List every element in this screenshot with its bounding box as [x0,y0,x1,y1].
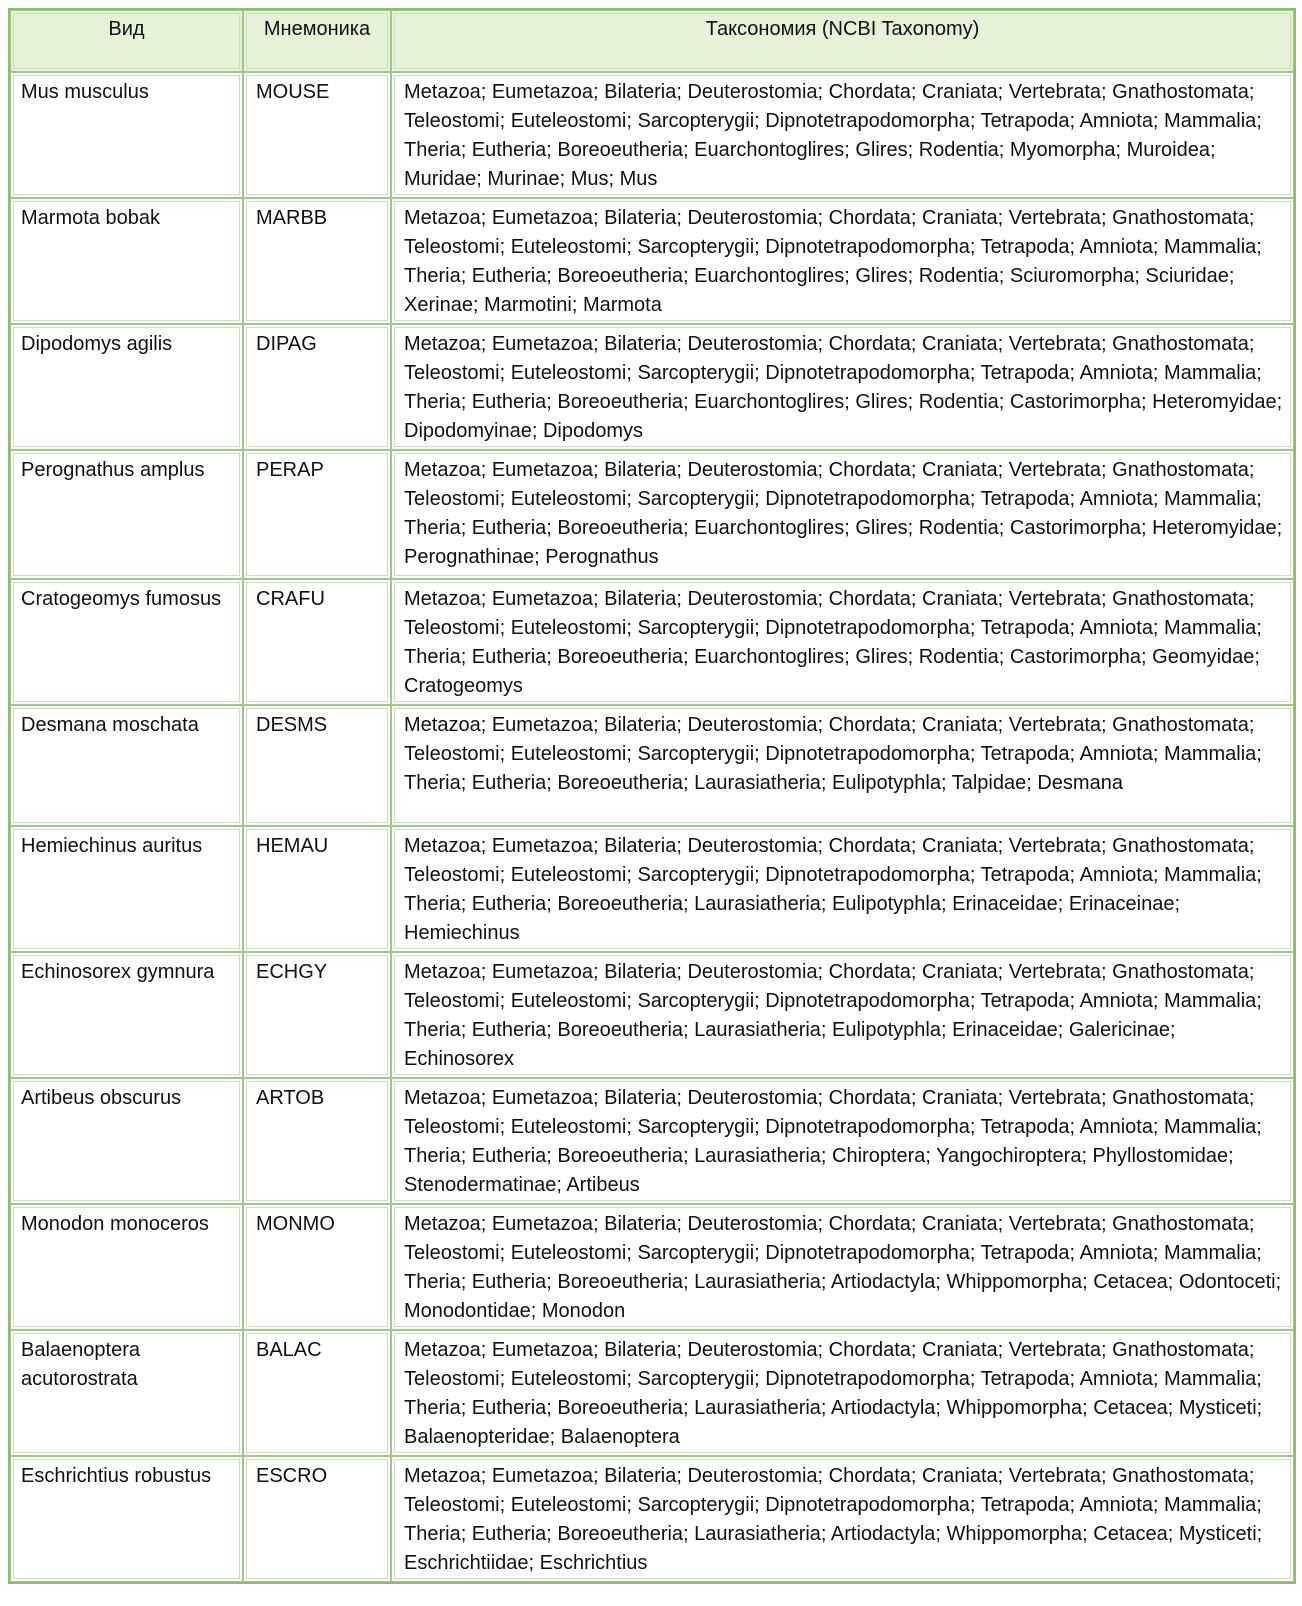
taxonomy-cell: Metazoa; Eumetazoa; Bilateria; Deuterostomia; Chordata; Craniata; Vertebrata; Gnathostomata; Teleostomi; Euteleostomi; Sarcopterygii; Dipnotetrapodomorpha; Tetrapoda; Amniota; Mammalia; Theria; Eutheria; Boreoeutheria; Laurasiatheria; Artiodactyla; Whippomorpha; Cetacea; Mysticeti; Eschrichtiidae; Eschrichtius [391,1456,1294,1582]
mnemonic-cell: MONMO [243,1204,391,1330]
taxonomy-cell: Metazoa; Eumetazoa; Bilateria; Deuterostomia; Chordata; Craniata; Vertebrata; Gnathostomata; Teleostomi; Euteleostomi; Sarcopterygii; Dipnotetrapodomorpha; Tetrapoda; Amniota; Mammalia; Theria; Eutheria; Boreoeutheria; Euarchontoglires; Glires; Rodentia; Myomorpha; Muroidea; Muridae; Murinae; Mus; Mus [391,72,1294,198]
species-cell: Desmana moschata [10,705,243,826]
taxonomy-cell: Metazoa; Eumetazoa; Bilateria; Deuterostomia; Chordata; Craniata; Vertebrata; Gnathostomata; Teleostomi; Euteleostomi; Sarcopterygii; Dipnotetrapodomorpha; Tetrapoda; Amniota; Mammalia; Theria; Eutheria; Boreoeutheria; Laurasiatheria; Chiroptera; Yangochiroptera; Phyllostomidae; Stenodermatinae; Artibeus [391,1078,1294,1204]
mnemonic-cell: ECHGY [243,952,391,1078]
taxonomy-cell: Metazoa; Eumetazoa; Bilateria; Deuterostomia; Chordata; Craniata; Vertebrata; Gnathostomata; Teleostomi; Euteleostomi; Sarcopterygii; Dipnotetrapodomorpha; Tetrapoda; Amniota; Mammalia; Theria; Eutheria; Boreoeutheria; Laurasiatheria; Eulipotyphla; Talpidae; Desmana [391,705,1294,826]
mnemonic-cell: CRAFU [243,579,391,705]
header-species: Вид [10,10,243,72]
table-row [10,1204,1294,1330]
species-cell: Echinosorex gymnura [10,952,243,1078]
species-cell: Hemiechinus auritus [10,826,243,952]
table-row [10,705,1294,826]
table-row [10,450,1294,579]
species-cell: Balaenoptera acutorostrata [10,1330,243,1456]
table-row [10,72,1294,198]
table-row [10,1330,1294,1456]
table-row [10,324,1294,450]
table-row [10,1456,1294,1582]
taxonomy-table-container [8,8,1296,1584]
table-row [10,952,1294,1078]
mnemonic-cell: HEMAU [243,826,391,952]
taxonomy-table [8,8,1296,1584]
species-cell: Cratogeomys fumosus [10,579,243,705]
header-mnemonic: Мнемоника [243,10,391,72]
mnemonic-cell: DESMS [243,705,391,826]
mnemonic-cell: MOUSE [243,72,391,198]
table-row [10,198,1294,324]
species-cell: Mus musculus [10,72,243,198]
species-cell: Eschrichtius robustus [10,1456,243,1582]
taxonomy-cell: Metazoa; Eumetazoa; Bilateria; Deuterostomia; Chordata; Craniata; Vertebrata; Gnathostomata; Teleostomi; Euteleostomi; Sarcopterygii; Dipnotetrapodomorpha; Tetrapoda; Amniota; Mammalia; Theria; Eutheria; Boreoeutheria; Laurasiatheria; Eulipotyphla; Erinaceidae; Galericinae; Echinosorex [391,952,1294,1078]
table-row [10,579,1294,705]
mnemonic-cell: DIPAG [243,324,391,450]
species-cell: Dipodomys agilis [10,324,243,450]
table-row [10,826,1294,952]
species-cell: Monodon monoceros [10,1204,243,1330]
table-row [10,1078,1294,1204]
header-row [10,10,1294,72]
species-cell: Artibeus obscurus [10,1078,243,1204]
mnemonic-cell: ESCRO [243,1456,391,1582]
taxonomy-cell: Metazoa; Eumetazoa; Bilateria; Deuterostomia; Chordata; Craniata; Vertebrata; Gnathostomata; Teleostomi; Euteleostomi; Sarcopterygii; Dipnotetrapodomorpha; Tetrapoda; Amniota; Mammalia; Theria; Eutheria; Boreoeutheria; Laurasiatheria; Eulipotyphla; Erinaceidae; Erinaceinae; Hemiechinus [391,826,1294,952]
taxonomy-cell: Metazoa; Eumetazoa; Bilateria; Deuterostomia; Chordata; Craniata; Vertebrata; Gnathostomata; Teleostomi; Euteleostomi; Sarcopterygii; Dipnotetrapodomorpha; Tetrapoda; Amniota; Mammalia; Theria; Eutheria; Boreoeutheria; Laurasiatheria; Artiodactyla; Whippomorpha; Cetacea; Odontoceti; Monodontidae; Monodon [391,1204,1294,1330]
table-header [10,10,1294,72]
taxonomy-cell: Metazoa; Eumetazoa; Bilateria; Deuterostomia; Chordata; Craniata; Vertebrata; Gnathostomata; Teleostomi; Euteleostomi; Sarcopterygii; Dipnotetrapodomorpha; Tetrapoda; Amniota; Mammalia; Theria; Eutheria; Boreoeutheria; Euarchontoglires; Glires; Rodentia; Sciuromorpha; Sciuridae; Xerinae; Marmotini; Marmota [391,198,1294,324]
mnemonic-cell: BALAC [243,1330,391,1456]
taxonomy-cell: Metazoa; Eumetazoa; Bilateria; Deuterostomia; Chordata; Craniata; Vertebrata; Gnathostomata; Teleostomi; Euteleostomi; Sarcopterygii; Dipnotetrapodomorpha; Tetrapoda; Amniota; Mammalia; Theria; Eutheria; Boreoeutheria; Euarchontoglires; Glires; Rodentia; Castorimorpha; Heteromyidae; Perognathinae; Perognathus [391,450,1294,579]
taxonomy-cell: Metazoa; Eumetazoa; Bilateria; Deuterostomia; Chordata; Craniata; Vertebrata; Gnathostomata; Teleostomi; Euteleostomi; Sarcopterygii; Dipnotetrapodomorpha; Tetrapoda; Amniota; Mammalia; Theria; Eutheria; Boreoeutheria; Euarchontoglires; Glires; Rodentia; Castorimorpha; Heteromyidae; Dipodomyinae; Dipodomys [391,324,1294,450]
taxonomy-cell: Metazoa; Eumetazoa; Bilateria; Deuterostomia; Chordata; Craniata; Vertebrata; Gnathostomata; Teleostomi; Euteleostomi; Sarcopterygii; Dipnotetrapodomorpha; Tetrapoda; Amniota; Mammalia; Theria; Eutheria; Boreoeutheria; Laurasiatheria; Artiodactyla; Whippomorpha; Cetacea; Mysticeti; Balaenopteridae; Balaenoptera [391,1330,1294,1456]
species-cell: Perognathus amplus [10,450,243,579]
table-body [10,72,1294,1582]
taxonomy-cell: Metazoa; Eumetazoa; Bilateria; Deuterostomia; Chordata; Craniata; Vertebrata; Gnathostomata; Teleostomi; Euteleostomi; Sarcopterygii; Dipnotetrapodomorpha; Tetrapoda; Amniota; Mammalia; Theria; Eutheria; Boreoeutheria; Euarchontoglires; Glires; Rodentia; Castorimorpha; Geomyidae; Cratogeomys [391,579,1294,705]
mnemonic-cell: ARTOB [243,1078,391,1204]
species-cell: Marmota bobak [10,198,243,324]
mnemonic-cell: MARBB [243,198,391,324]
header-taxonomy: Таксономия (NCBI Taxonomy) [391,10,1294,72]
mnemonic-cell: PERAP [243,450,391,579]
